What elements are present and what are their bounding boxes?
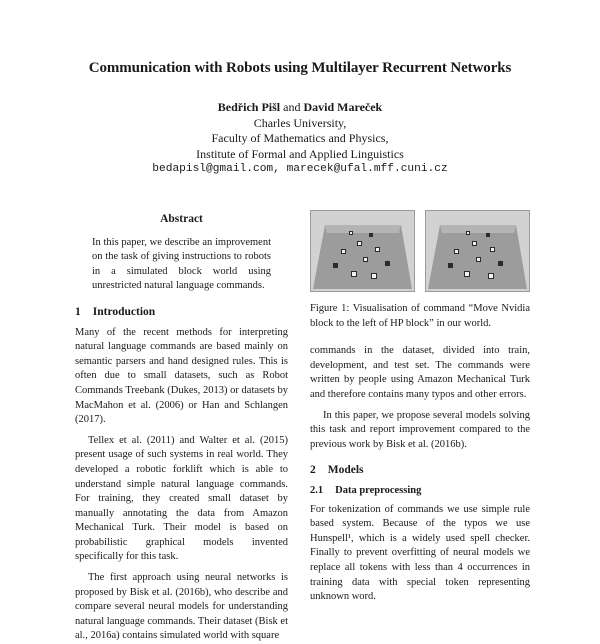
block-world-illustration: [426, 211, 529, 291]
figure-1: [310, 210, 530, 292]
left-column: [75, 212, 288, 644]
figure-panel-before: [310, 210, 415, 292]
author-1: Bedřich Pišl: [217, 100, 281, 114]
affiliation-line: Institute of Formal and Applied Linguistics: [196, 146, 404, 161]
section-number: 1: [75, 305, 81, 318]
author-block: [0, 100, 600, 178]
subsection-heading-data-preprocessing: [310, 484, 530, 499]
affiliation-line: Faculty of Mathematics and Physics,: [211, 131, 389, 145]
right-column: [310, 210, 530, 605]
subsection-number: 2.1: [310, 484, 324, 496]
section-heading-introduction: [75, 305, 288, 320]
abstract-text: In this paper, we describe an improvement on the task of giving instructions to robots in a simulated block world using unrestricted natural language commands.: [92, 236, 271, 292]
section-heading-models: [310, 463, 530, 478]
author-names: [0, 100, 600, 116]
figure-caption: Figure 1: Visualisation of command “Move Nvidia block to the left of HP block” in our world.: [310, 303, 530, 329]
subsection-title: Data preprocessing: [335, 484, 422, 496]
affiliation-line: Charles University,: [253, 115, 347, 130]
figure-panel-after: [425, 210, 530, 292]
paragraph: The first approach using neural networks is proposed by Bisk et al. (2016b), who describe and compare several neural models for understanding natural language commands. Their dataset (Bisk et al., 2016a) contains simulated world with square: [75, 572, 288, 642]
abstract-heading: Abstract: [160, 213, 203, 225]
section-number: 2: [310, 464, 316, 477]
paragraph: For tokenization of commands we use simple rule based system. Because of the typos we use Hunspell¹, which is a widely used spell checker. Finally to prevent overfitting of neural models we replace all tokens with less than 4 occurrences in training data with special token representing unknown word.: [310, 503, 530, 603]
block-world-illustration: [311, 211, 414, 291]
paragraph: Many of the recent methods for interpreting natural language commands are based mainly on semantic parsers and hand designed rules. This is often due to small datasets, such as Robot Commands Treebank (Dukes, 2013) or datasets by MacMahon et al. (2006) or Han and Schlangen (2017).: [75, 326, 288, 426]
author-conjunction: and: [283, 100, 301, 114]
author-2: David Mareček: [303, 100, 383, 114]
author-emails[interactable]: bedapisl@gmail.com, marecek@ufal.mff.cuni.cz: [152, 163, 448, 175]
paragraph: In this paper, we propose several models solving this task and report improvement compared to the previous work by Bisk et al. (2016b).: [310, 409, 530, 450]
section-title: Models: [327, 464, 364, 477]
paragraph: Tellex et al. (2011) and Walter et al. (2015) present usage of such systems in real world. They developed a robotic forklift which is able to understand simple natural language commands. For training, they created small dataset by manually annotating the data from Amazon Mechanical Turk. Their model is based on probabilistic graphical models invented specifically for this task.: [75, 434, 288, 563]
paper-title: Communication with Robots using Multilayer Recurrent Networks: [88, 60, 512, 76]
section-title: Introduction: [92, 305, 156, 318]
paragraph: commands in the dataset, divided into train, development, and test set. The commands were written by people using Amazon Mechanical Turk and therefore contains many typos and other errors.: [310, 345, 530, 400]
